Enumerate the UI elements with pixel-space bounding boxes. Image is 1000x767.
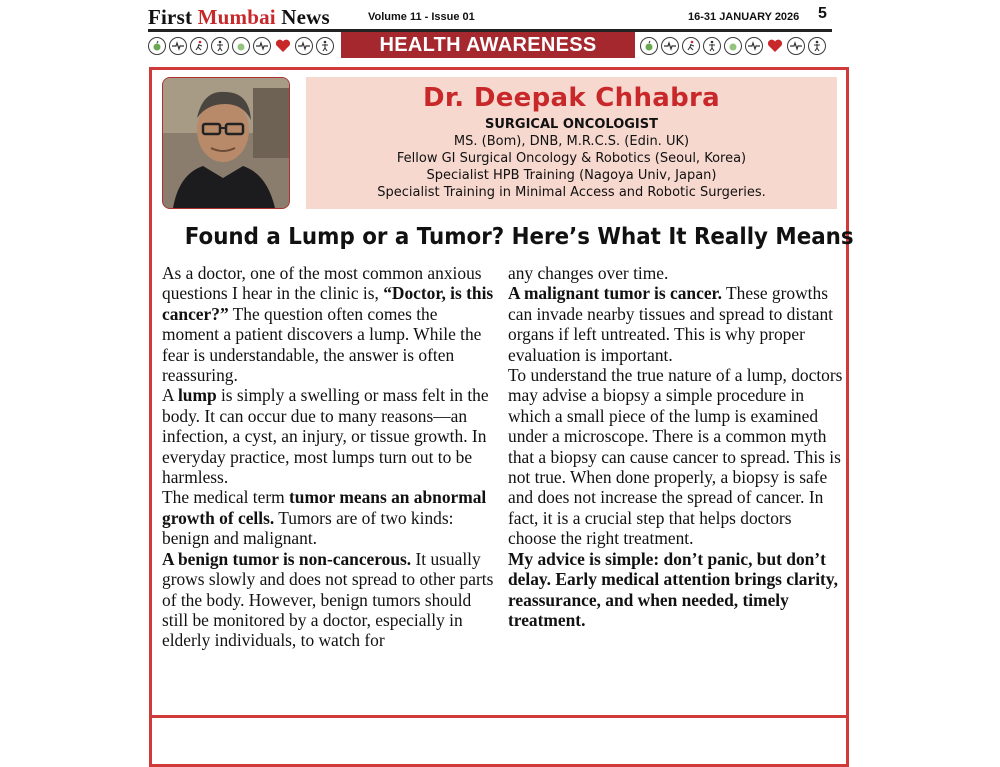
- section-title: HEALTH AWARENESS: [341, 32, 635, 58]
- credential-line: MS. (Bom), DNB, M.R.C.S. (Edin. UK): [453, 134, 690, 149]
- pulse-icon: [661, 37, 679, 55]
- pulse-icon: [253, 37, 271, 55]
- credential-line: Fellow GI Surgical Oncology & Robotics (Seoul, Korea): [396, 151, 747, 166]
- article-column-2: [508, 263, 844, 630]
- author-name: Dr. Deepak Chhabra: [423, 83, 720, 113]
- runner-icon: [682, 37, 700, 55]
- author-photo: [162, 77, 290, 209]
- page-number: 5: [818, 5, 827, 22]
- issue-volume: Volume 11 - Issue 01: [368, 11, 475, 23]
- author-bio: [306, 77, 837, 209]
- closing-advice: My advice is simple: don’t panic, but don’t delay. Early medical attention brings clarity, reassurance, and when needed, timely treatment.: [508, 548, 838, 630]
- paragraph: As a doctor, one of the most common anxious questions I hear in the clinic is, “Doctor, is this cancer?” The question often comes the moment a patient discovers a lump. While the fear is understandable, the answer is often reassuring.: [162, 263, 494, 386]
- paragraph: any changes over time.: [508, 263, 669, 283]
- author-role: SURGICAL ONCOLOGIST: [485, 117, 658, 132]
- article-column-1: [162, 263, 498, 651]
- issue-date: 16-31 JANUARY 2026: [688, 11, 800, 23]
- stretch-icon: [211, 37, 229, 55]
- paragraph: A malignant tumor is cancer. These growths can invade nearby tissues and spread to distant organs if left untreated. This is why proper evaluation is important.: [508, 283, 834, 365]
- runner-icon: [190, 37, 208, 55]
- pulse-icon: [745, 37, 763, 55]
- paragraph: A benign tumor is non-cancerous. It usually grows slowly and does not spread to other parts of the body. However, benign tumors should still be monitored by a doctor, especially in elderly individuals, to watch for: [162, 548, 494, 651]
- stretch-icon: [808, 37, 826, 55]
- apple-icon: [640, 37, 658, 55]
- health-icons-right: [640, 35, 826, 57]
- heart-icon: [274, 37, 292, 55]
- credential-line: Specialist HPB Training (Nagoya Univ, Japan): [426, 168, 717, 183]
- article-headline: Found a Lump or a Tumor? Here’s What It Really Means: [184, 224, 854, 250]
- stretch-icon: [316, 37, 334, 55]
- paragraph: A lump is simply a swelling or mass felt in the body. It can occur due to many reasons—an infection, a cyst, an injury, or tissue growth. In everyday practice, most lumps turn out to be harmless.: [162, 385, 489, 488]
- pulse-icon: [169, 37, 187, 55]
- paragraph: To understand the true nature of a lump, doctors may advise a biopsy a simple procedure in which a small piece of the lump is examined under a microscope. There is a common myth that a biopsy can cause cancer to spread. This is not true. When done properly, a biopsy is safe and does not increase the spread of cancer. In fact, it is a crucial step that helps doctors choose the right treatment.: [508, 365, 843, 549]
- fruit-icon: [232, 37, 250, 55]
- masthead: [148, 5, 832, 29]
- heart-icon: [766, 37, 784, 55]
- health-icons-left: [148, 35, 334, 57]
- fruit-icon: [724, 37, 742, 55]
- credential-line: Specialist Training in Minimal Access and Robotic Surgeries.: [377, 185, 766, 200]
- stretch-icon: [703, 37, 721, 55]
- publication-name: First Mumbai News: [148, 5, 330, 29]
- pulse-icon: [295, 37, 313, 55]
- apple-icon: [148, 37, 166, 55]
- frame-bottom-rule: [149, 715, 849, 718]
- paragraph: The medical term tumor means an abnormal growth of cells. Tumors are of two kinds: benign and malignant.: [162, 487, 487, 549]
- pulse-icon: [787, 37, 805, 55]
